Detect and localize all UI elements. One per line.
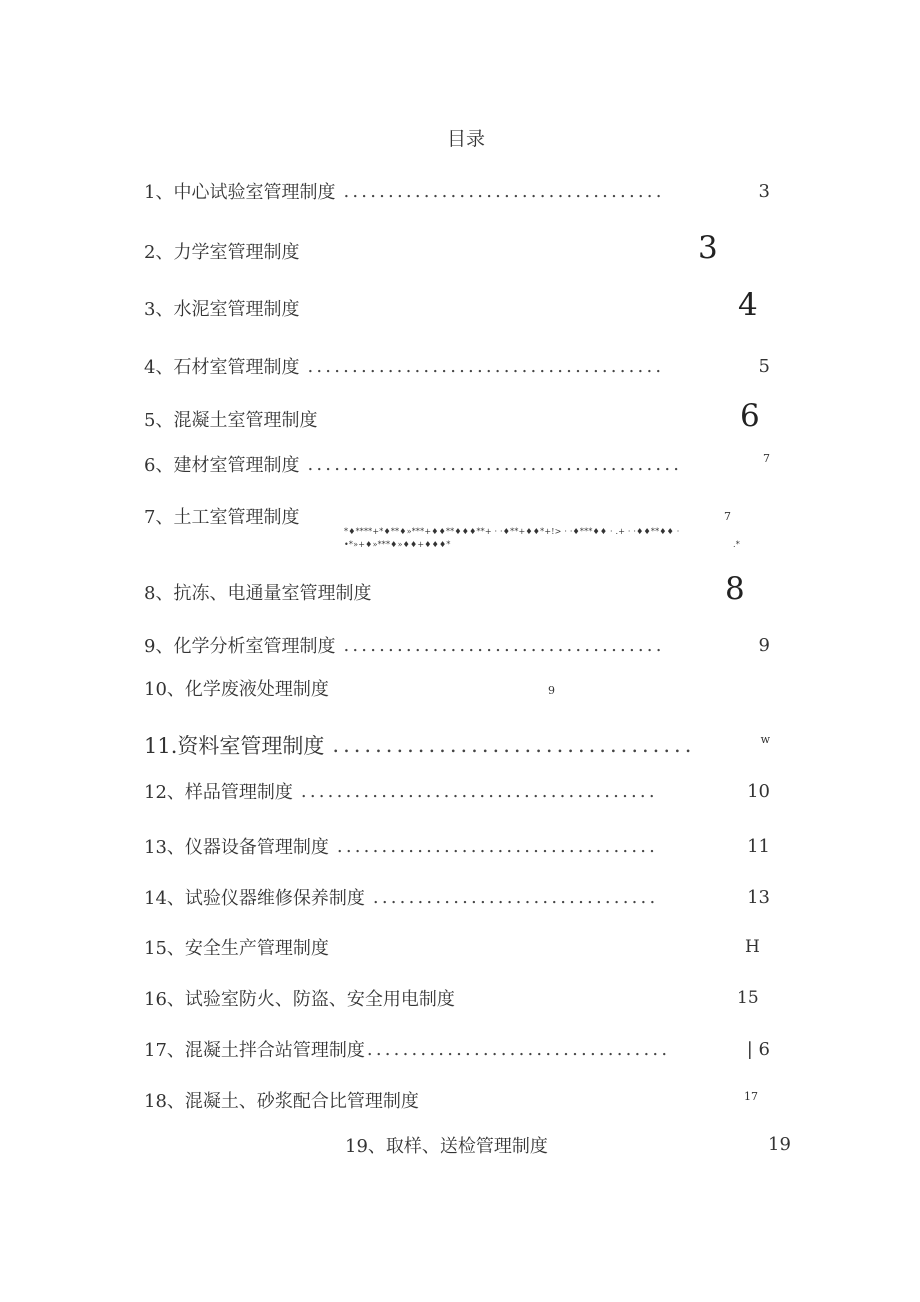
toc-page-number: 7 [763, 451, 770, 465]
toc-leader-dots: ........................................ [307, 355, 665, 377]
toc-entry-label: 16、试验室防火、防盗、安全用电制度 [144, 989, 455, 1010]
toc-entry-label: 11.资料室管理制度 [144, 734, 325, 758]
toc-entry-10[interactable] [144, 675, 770, 701]
toc-entry-3[interactable] [144, 295, 770, 321]
toc-entry-4[interactable] [144, 353, 770, 379]
toc-page-number: 9 [548, 684, 555, 697]
toc-page-number: 15 [737, 988, 759, 1008]
toc-entry-label: 9、化学分析室管理制度 [144, 636, 336, 657]
toc-page-number: 10 [747, 780, 770, 802]
toc-entry-label: 10、化学废液处理制度 [144, 679, 329, 700]
toc-entry-1[interactable] [144, 178, 770, 204]
scan-noise-line-1: *♦****+*♦**♦»***+♦♦**♦♦♦**+ · ·♦**+♦♦*+!> · ·♦***♦♦ · .+ · ·♦♦**♦♦ · [344, 527, 680, 536]
toc-entry-17[interactable] [144, 1036, 770, 1062]
toc-leader-dots: ........................................ [300, 780, 658, 802]
scan-noise-end: .* [733, 540, 740, 549]
toc-entry-label: 13、仪器设备管理制度 [144, 837, 329, 858]
toc-entry-label: 12、样品管理制度 [144, 782, 293, 803]
toc-page-number: 11 [747, 835, 770, 857]
toc-entry-19[interactable] [345, 1132, 548, 1158]
toc-entry-label: 15、安全生产管理制度 [144, 938, 329, 959]
toc-leader-dots: .................................... [336, 835, 659, 857]
toc-entry-9[interactable] [144, 632, 770, 658]
toc-entry-13[interactable] [144, 833, 770, 859]
toc-entry-label: 5、混凝土室管理制度 [144, 410, 318, 431]
toc-page-number: 8 [725, 571, 745, 607]
toc-entry-label: 17、混凝土拌合站管理制度 [144, 1040, 365, 1061]
toc-entry-label: 6、建材室管理制度 [144, 455, 300, 476]
toc-title: 目录 [446, 128, 485, 150]
toc-page-number: 19 [768, 1134, 791, 1155]
toc-entry-12[interactable] [144, 778, 770, 804]
toc-page-number: 9 [758, 634, 770, 656]
toc-entry-label: 14、试验仪器维修保养制度 [144, 888, 365, 909]
toc-entry-label: 3、水泥室管理制度 [144, 299, 300, 320]
toc-entry-18[interactable] [144, 1087, 770, 1113]
toc-page-number: 3 [758, 180, 770, 202]
toc-leader-dots: .................................... [343, 180, 665, 202]
toc-entry-label: 1、中心试验室管理制度 [144, 182, 336, 203]
toc-entry-label: 7、土工室管理制度 [144, 507, 300, 528]
toc-entry-15[interactable] [144, 934, 770, 960]
toc-entry-label: 4、石材室管理制度 [144, 357, 300, 378]
toc-leader-dots: .......................................... [307, 453, 683, 475]
toc-entry-6[interactable] [144, 451, 770, 477]
toc-entry-label: 8、抗冻、电通量室管理制度 [144, 583, 372, 604]
toc-page-number: 5 [758, 355, 770, 377]
toc-page-number: H [745, 937, 760, 957]
toc-leader-dots: .................................. [332, 733, 696, 757]
toc-entry-8[interactable] [144, 579, 770, 605]
scan-noise-line-2: •*»+♦»***♦»♦♦+♦♦♦* [344, 540, 451, 549]
toc-leader-dots: ................................ [372, 886, 659, 908]
toc-page-number: 13 [747, 886, 770, 908]
toc-leader-dots: .................................. [366, 1038, 671, 1060]
toc-page-number: 17 [744, 1090, 758, 1103]
toc-page-number: 4 [738, 287, 758, 323]
toc-leader-dots: .................................... [343, 634, 665, 656]
toc-entry-14[interactable] [144, 884, 770, 910]
toc-page-number: w [760, 732, 770, 746]
toc-entry-16[interactable] [144, 985, 770, 1011]
toc-entry-label: 2、力学室管理制度 [144, 242, 300, 263]
toc-page-number: | 6 [746, 1038, 770, 1060]
toc-page-number: 7 [724, 510, 731, 523]
toc-page-number: 6 [740, 398, 760, 434]
toc-entry-2[interactable] [144, 238, 770, 264]
toc-page-number: 3 [698, 230, 718, 266]
toc-entry-label: 18、混凝土、砂浆配合比管理制度 [144, 1091, 419, 1112]
toc-entry-5[interactable] [144, 406, 770, 432]
toc-entry-label: 19、取样、送检管理制度 [345, 1136, 548, 1157]
toc-entry-7[interactable] [144, 503, 770, 529]
toc-entry-11[interactable] [144, 732, 770, 758]
